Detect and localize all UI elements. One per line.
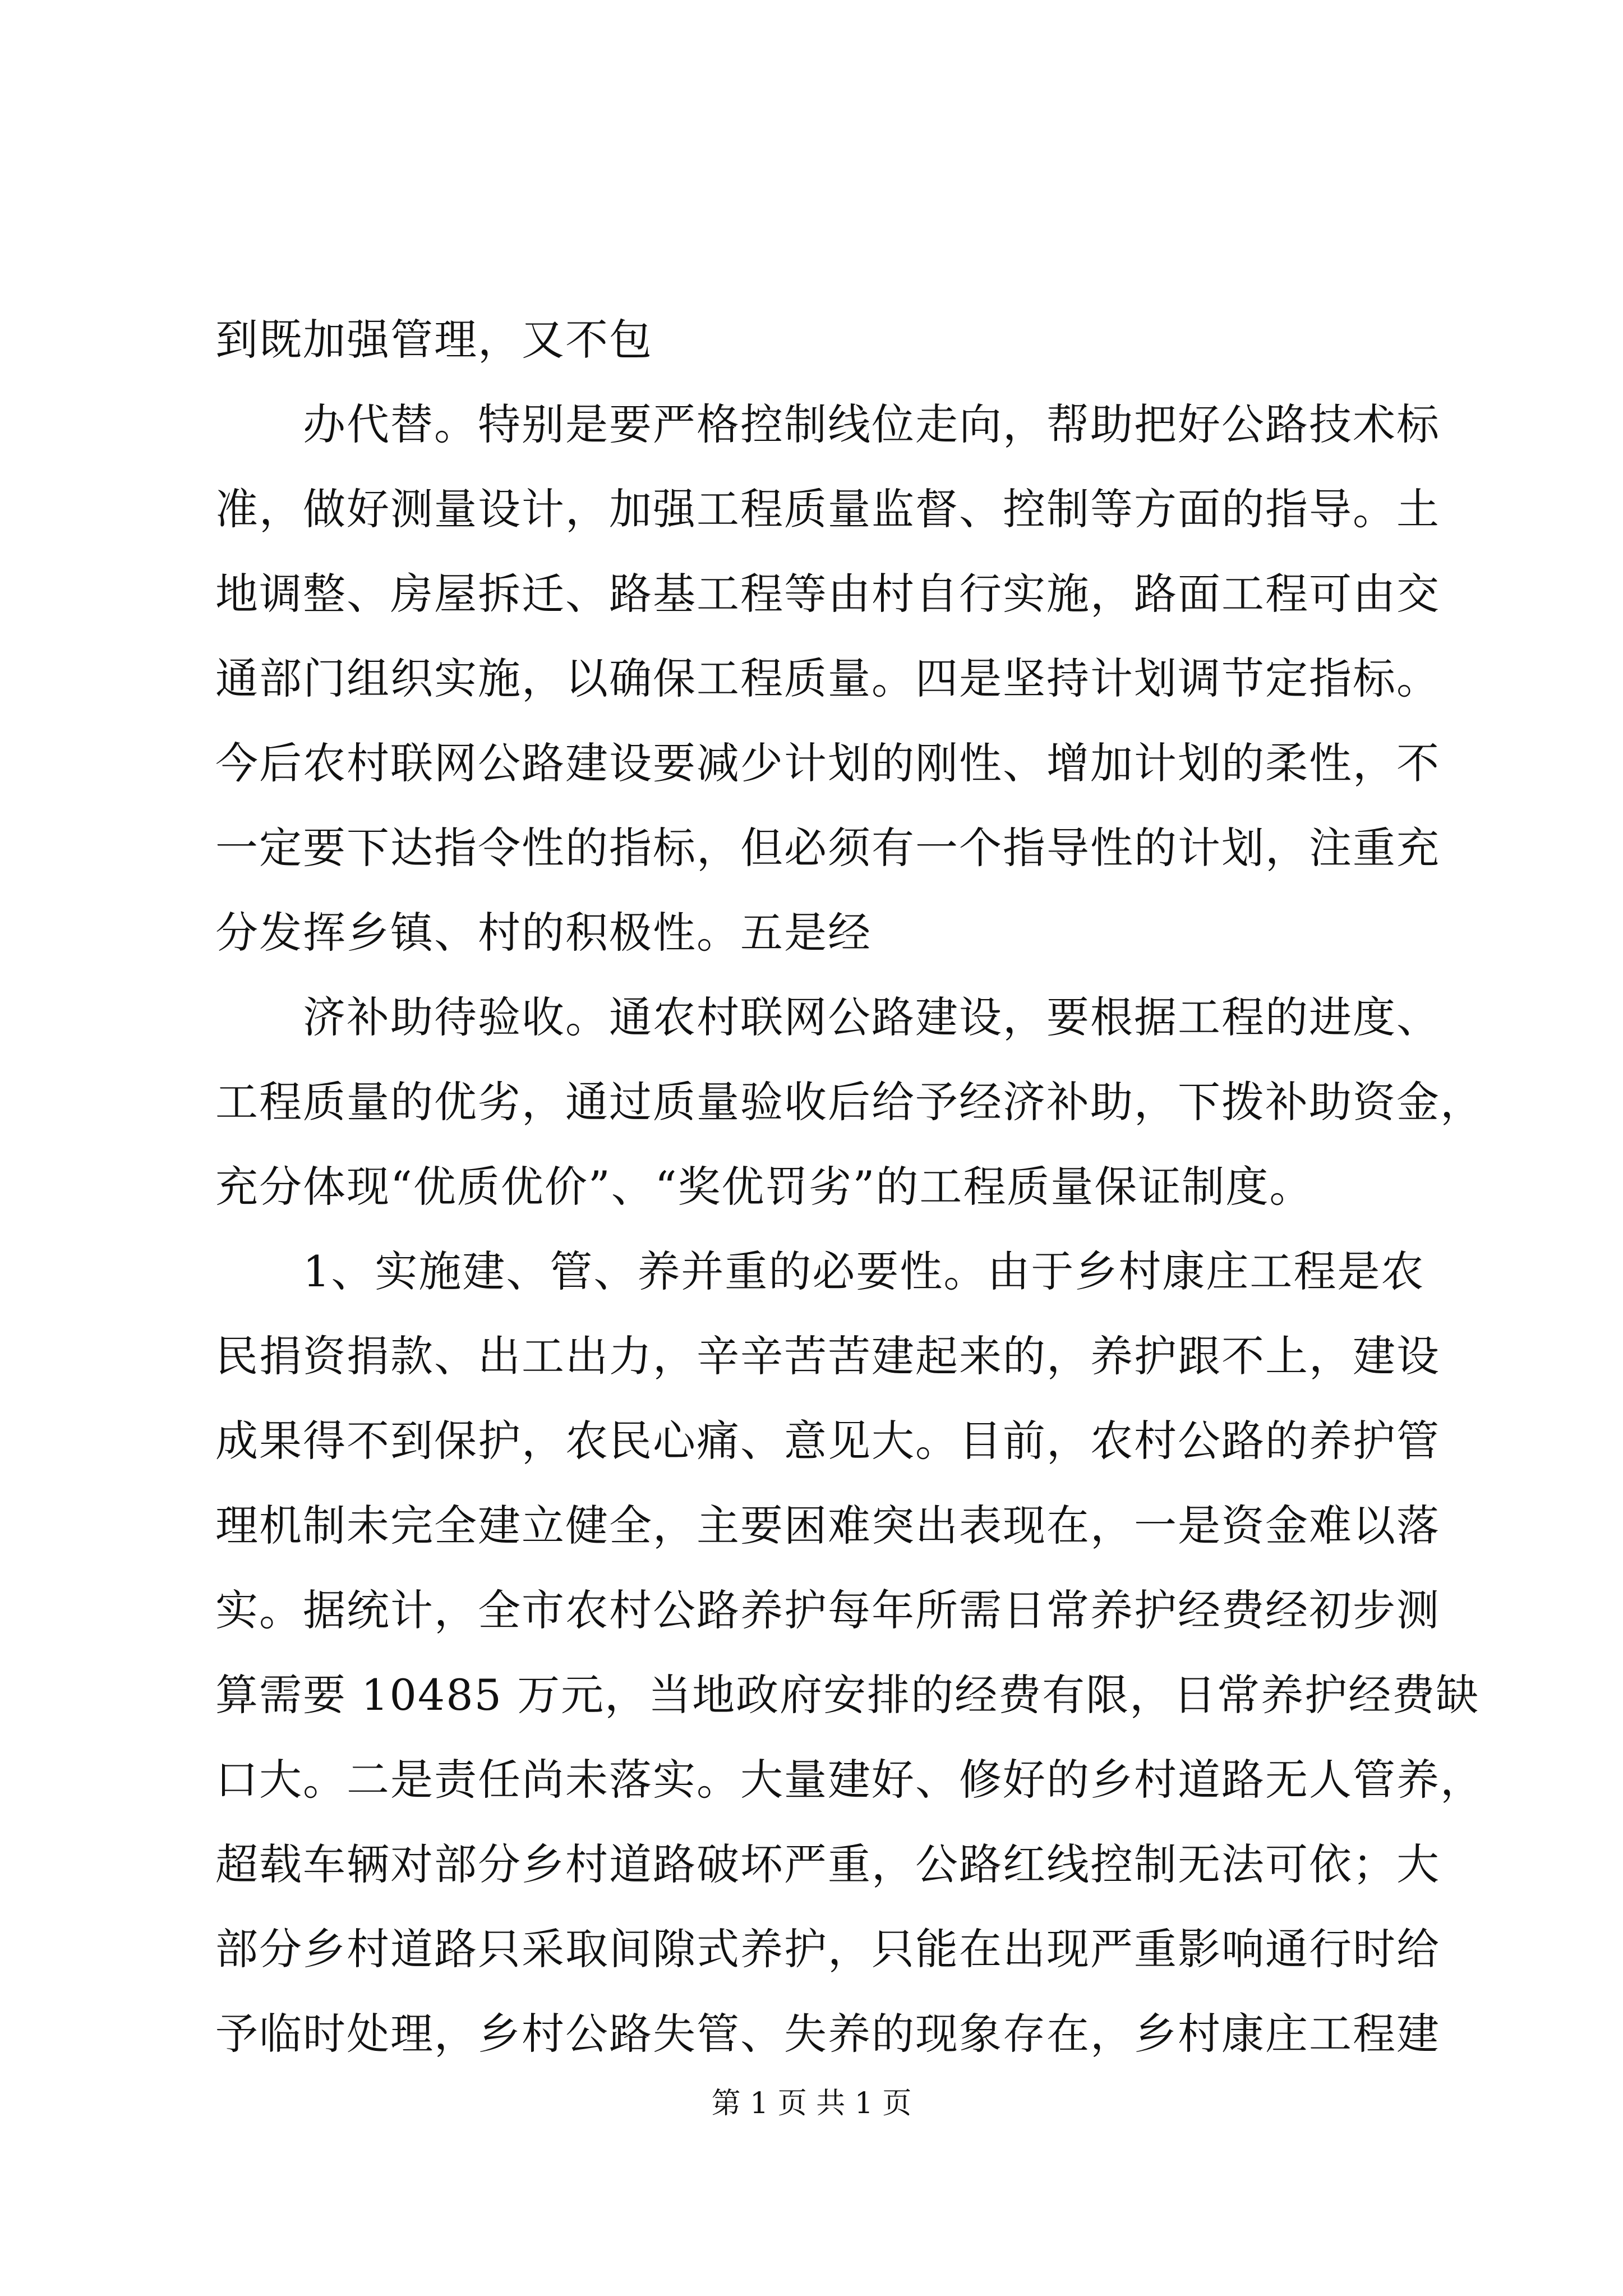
text-line: 民捐资捐款、出工出力，辛辛苦苦建起来的，养护跟不上，建设 <box>215 1331 1440 1381</box>
text-line: 充分体现“优质优价”、“奖优罚劣”的工程质量保证制度。 <box>215 1162 1313 1212</box>
text-line: 超载车辆对部分乡村道路破坏严重，公路红线控制无法可依；大 <box>215 1839 1440 1889</box>
text-line: 算需要 10485 万元，当地政府安排的经费有限，日常养护经费缺 <box>215 1670 1480 1720</box>
text-line: 工程质量的优劣，通过质量验收后给予经济补助，下拨补助资金， <box>215 1077 1484 1127</box>
text-line: 今后农村联网公路建设要减少计划的刚性、增加计划的柔性，不 <box>215 738 1440 788</box>
text-line: 济补助待验收。通农村联网公路建设，要根据工程的进度、 <box>303 992 1440 1042</box>
text-line: 理机制未完全建立健全，主要困难突出表现在，一是资金难以落 <box>215 1501 1440 1550</box>
document-body <box>215 297 1484 2076</box>
text-line: 1、实施建、管、养并重的必要性。由于乡村康庄工程是农 <box>303 1246 1425 1296</box>
text-line: 一定要下达指令性的指标，但必须有一个指导性的计划，注重充 <box>215 823 1440 873</box>
page-footer <box>0 2084 1623 2123</box>
text-line: 部分乡村道路只采取间隙式养护，只能在出现严重影响通行时给 <box>215 1924 1440 1974</box>
text-line: 到既加强管理，又不包 <box>215 315 653 365</box>
text-line: 分发挥乡镇、村的积极性。五是经 <box>215 908 872 958</box>
text-line: 准，做好测量设计，加强工程质量监督、控制等方面的指导。土 <box>215 484 1440 534</box>
text-line: 通部门组织实施，以确保工程质量。四是坚持计划调节定指标。 <box>215 654 1440 703</box>
text-line: 实。据统计，全市农村公路养护每年所需日常养护经费经初步测 <box>215 1585 1440 1635</box>
text-line: 成果得不到保护，农民心痛、意见大。目前，农村公路的养护管 <box>215 1416 1440 1466</box>
page-number: 第 1 页 共 1 页 <box>711 2087 912 2120</box>
text-line: 地调整、房屋拆迁、路基工程等由村自行实施，路面工程可由交 <box>215 569 1440 619</box>
text-line: 办代替。特别是要严格控制线位走向，帮助把好公路技术标 <box>303 399 1440 449</box>
text-line: 口大。二是责任尚未落实。大量建好、修好的乡村道路无人管养， <box>215 1755 1484 1805</box>
text-line: 予临时处理，乡村公路失管、失养的现象存在，乡村康庄工程建 <box>215 2009 1440 2059</box>
